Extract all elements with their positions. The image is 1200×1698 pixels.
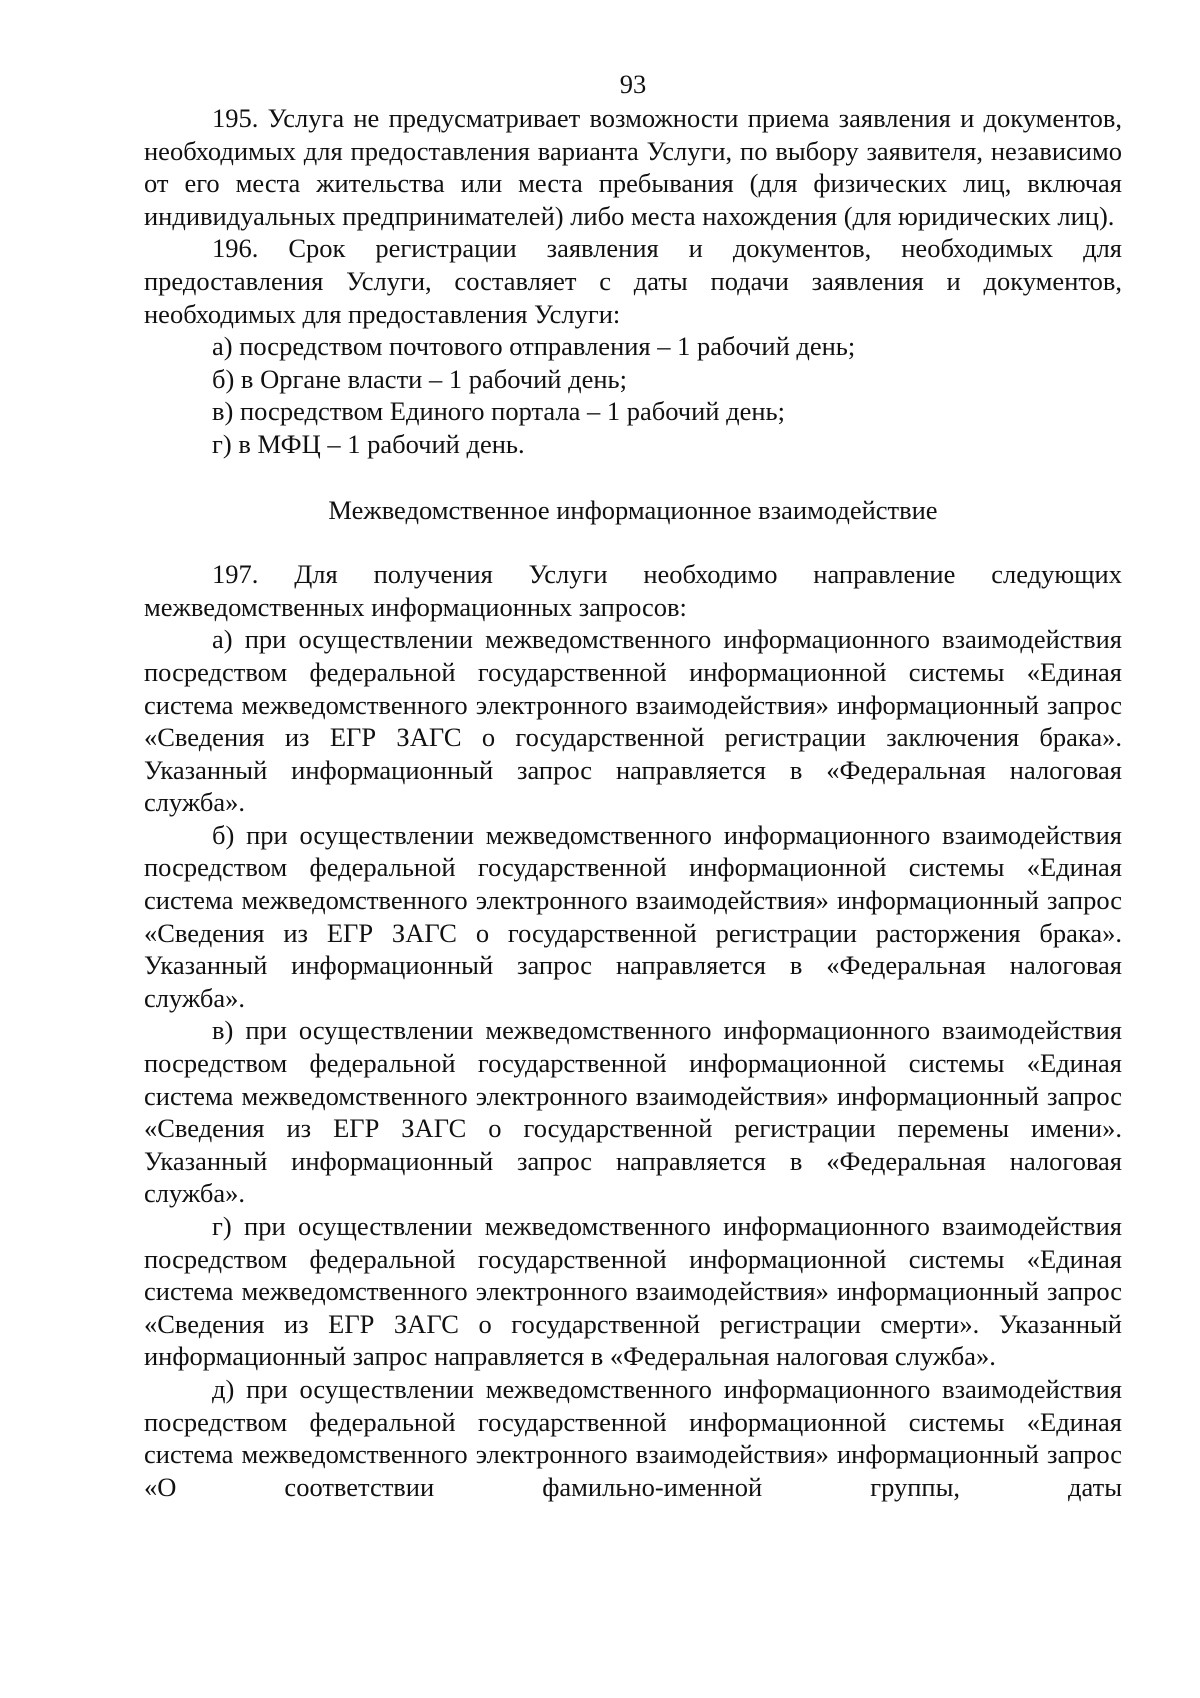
registration-term-a: а) посредством почтового отправления – 1 рабочий день;: [212, 331, 856, 362]
request-item-d: г) при осуществлении межведомственного информационного взаимодействия посредством федеральной государственной информационной системы «Единая система межведомственного электронного взаимодействия» информационный запрос «Сведения из ЕГР ЗАГС о государственной регистрации смерти». Указанный информационный запрос направляется в «Федеральная налоговая служба».: [144, 1211, 1122, 1372]
request-item-c: в) при осуществлении межведомственного информационного взаимодействия посредством федеральной государственной информационной системы «Единая система межведомственного электронного взаимодействия» информационный запрос «Сведения из ЕГР ЗАГС о государственной регистрации перемены имени». Указанный информационный запрос направляется в «Федеральная налоговая служба».: [144, 1015, 1122, 1209]
paragraph-196: 196. Срок регистрации заявления и документов, необходимых для предоставления Услуги, составляет с даты подачи заявления и документов, необходимых для предоставления Услуги:: [144, 233, 1122, 329]
registration-term-b: б) в Органе власти – 1 рабочий день;: [212, 363, 627, 394]
section-heading: Межведомственное информационное взаимодействие: [328, 494, 938, 525]
request-item-a: а) при осуществлении межведомственного информационного взаимодействия посредством федеральной государственной информационной системы «Единая система межведомственного электронного взаимодействия» информационный запрос «Сведения из ЕГР ЗАГС о государственной регистрации заключения брака». Указанный информационный запрос направляется в «Федеральная налоговая служба».: [144, 624, 1122, 818]
request-item-b: б) при осуществлении межведомственного информационного взаимодействия посредством федеральной государственной информационной системы «Единая система межведомственного электронного взаимодействия» информационный запрос «Сведения из ЕГР ЗАГС о государственной регистрации расторжения брака». Указанный информационный запрос направляется в «Федеральная налоговая служба».: [144, 819, 1122, 1013]
registration-term-c: в) посредством Единого портала – 1 рабочий день;: [212, 396, 785, 427]
document-page: [144, 68, 1122, 1503]
paragraph-197: 197. Для получения Услуги необходимо направление следующих межведомственных информационных запросов:: [144, 559, 1122, 622]
page-number: 93: [619, 69, 647, 99]
paragraph-195: 195. Услуга не предусматривает возможности приема заявления и документов, необходимых для предоставления варианта Услуги, по выбору заявителя, независимо от его места жительства или места пребывания (для физических лиц, включая индивидуальных предпринимателей) либо места нахождения (для юридических лиц).: [144, 103, 1122, 231]
request-item-e: д) при осуществлении межведомственного информационного взаимодействия посредством федеральной государственной информационной системы «Единая система межведомственного электронного взаимодействия» информационный запрос «О соответствии фамильно-именной группы, даты: [144, 1373, 1122, 1502]
registration-term-d: г) в МФЦ – 1 рабочий день.: [212, 428, 525, 459]
